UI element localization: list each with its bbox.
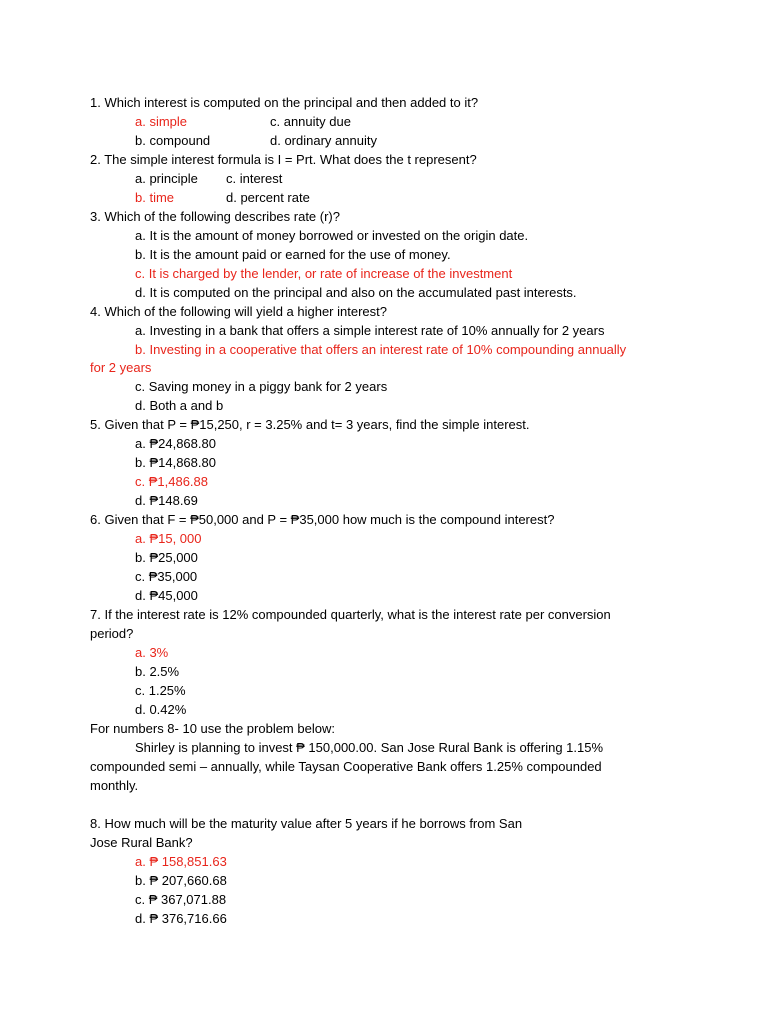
- question-5: 5. Given that P = ₱15,250, r = 3.25% and t= 3 years, find the simple interest.: [90, 417, 530, 432]
- question-3: 3. Which of the following describes rate (r)?: [90, 209, 340, 224]
- q6-option-d: d. ₱45,000: [135, 588, 198, 603]
- q7-option-a: a. 3%: [135, 645, 169, 660]
- q5-option-d: d. ₱148.69: [135, 493, 198, 508]
- q4-option-b-continued: for 2 years: [90, 360, 152, 375]
- q7-option-d: d. 0.42%: [135, 702, 187, 717]
- problem-line-1: Shirley is planning to invest ₱ 150,000.00. San Jose Rural Bank is offering 1.15%: [135, 740, 604, 755]
- q8-option-b: b. ₱ 207,660.68: [135, 873, 227, 888]
- q8-option-d: d. ₱ 376,716.66: [135, 911, 227, 926]
- q1-option-a: a. simple: [135, 114, 188, 129]
- question-1: 1. Which interest is computed on the principal and then added to it?: [90, 95, 479, 110]
- q7-option-b: b. 2.5%: [135, 664, 180, 679]
- q2-option-d: d. percent rate: [226, 190, 310, 205]
- q2-option-b: b. time: [135, 190, 175, 205]
- question-4: 4. Which of the following will yield a higher interest?: [90, 304, 387, 319]
- q2-option-c: c. interest: [226, 171, 283, 186]
- q4-option-b: b. Investing in a cooperative that offers an interest rate of 10% compounding annually: [135, 342, 627, 357]
- problem-intro: For numbers 8- 10 use the problem below:: [90, 721, 335, 736]
- q6-option-c: c. ₱35,000: [135, 569, 198, 584]
- q2-option-a: a. principle: [135, 171, 198, 186]
- q3-option-b: b. It is the amount paid or earned for the use of money.: [135, 247, 451, 262]
- problem-line-2: compounded semi – annually, while Taysan Cooperative Bank offers 1.25% compounded: [90, 759, 602, 774]
- q5-option-c: c. ₱1,486.88: [135, 474, 208, 489]
- question-7: 7. If the interest rate is 12% compounded quarterly, what is the interest rate per conversion: [90, 607, 611, 622]
- q3-option-c: c. It is charged by the lender, or rate of increase of the investment: [135, 266, 513, 281]
- q7-option-c: c. 1.25%: [135, 683, 186, 698]
- q6-option-a: a. ₱15, 000: [135, 531, 202, 546]
- question-8: 8. How much will be the maturity value after 5 years if he borrows from San: [90, 816, 523, 831]
- q1-option-b: b. compound: [135, 133, 211, 148]
- q3-option-d: d. It is computed on the principal and also on the accumulated past interests.: [135, 285, 577, 300]
- question-6: 6. Given that F = ₱50,000 and P = ₱35,000 how much is the compound interest?: [90, 512, 555, 527]
- q8-option-c: c. ₱ 367,071.88: [135, 892, 227, 907]
- q4-option-a: a. Investing in a bank that offers a simple interest rate of 10% annually for 2 years: [135, 323, 605, 338]
- q6-option-b: b. ₱25,000: [135, 550, 198, 565]
- q5-option-b: b. ₱14,868.80: [135, 455, 216, 470]
- q4-option-d: d. Both a and b: [135, 398, 224, 413]
- q5-option-a: a. ₱24,868.80: [135, 436, 216, 451]
- question-7-continued: period?: [90, 626, 134, 641]
- q1-option-d: d. ordinary annuity: [270, 133, 377, 148]
- problem-line-3: monthly.: [90, 778, 139, 793]
- q1-option-c: c. annuity due: [270, 114, 351, 129]
- q3-option-a: a. It is the amount of money borrowed or invested on the origin date.: [135, 228, 529, 243]
- question-8-continued: Jose Rural Bank?: [90, 835, 193, 850]
- q4-option-c: c. Saving money in a piggy bank for 2 years: [135, 379, 388, 394]
- question-2: 2. The simple interest formula is I = Prt. What does the t represent?: [90, 152, 477, 167]
- q8-option-a: a. ₱ 158,851.63: [135, 854, 227, 869]
